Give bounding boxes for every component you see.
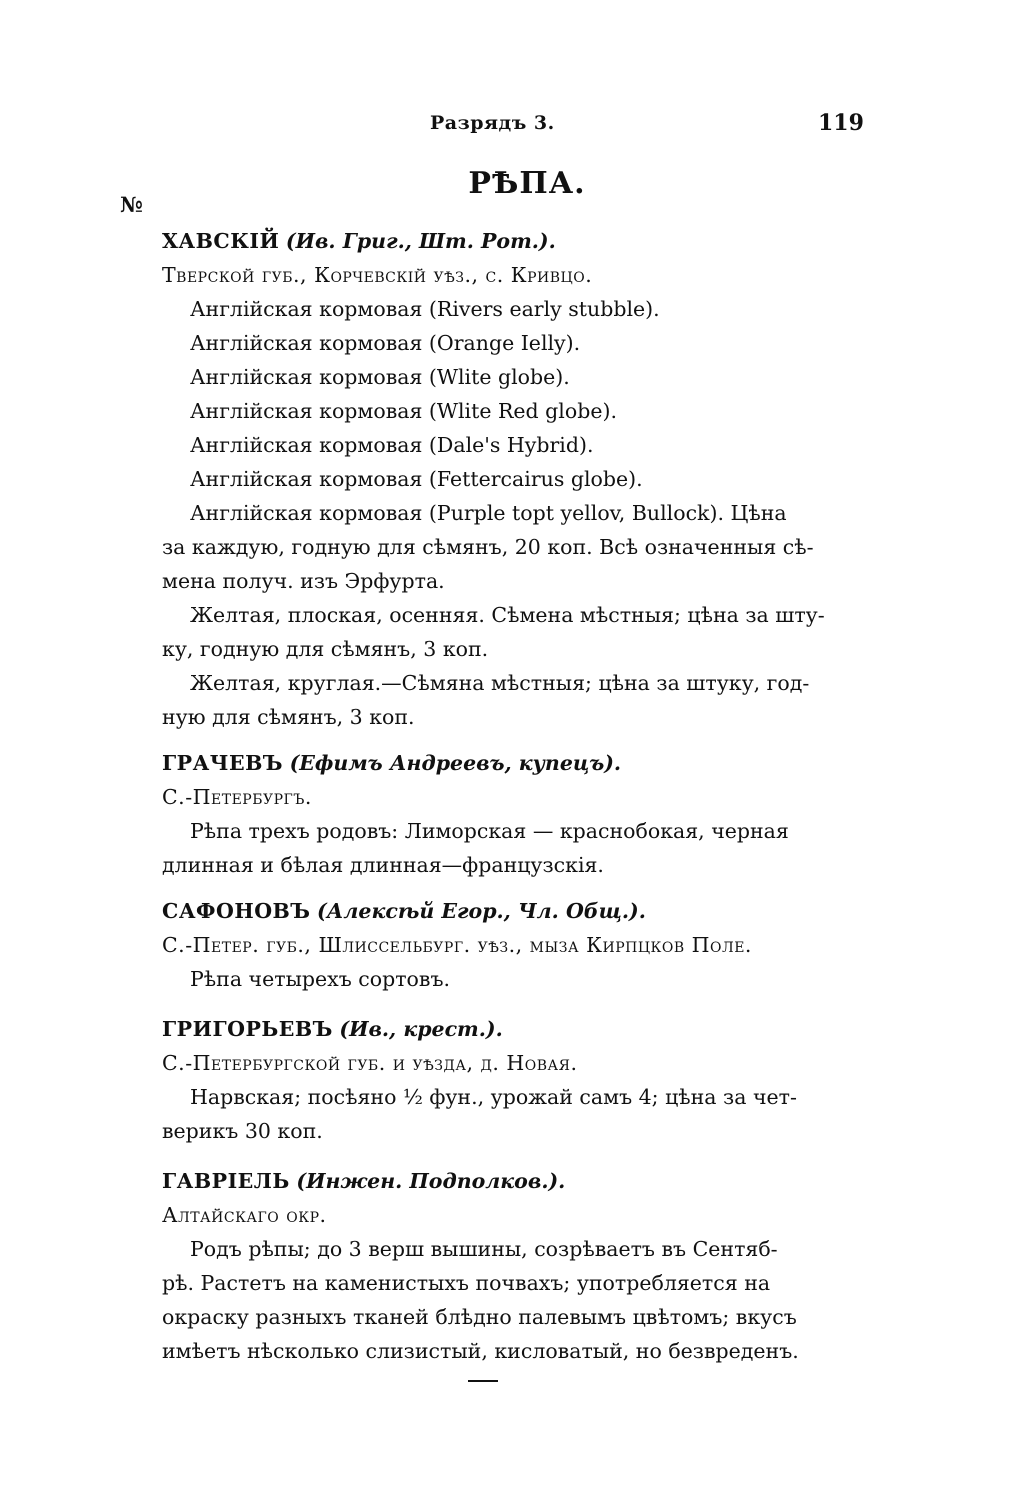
paragraph-line: Родъ рѣпы; до 3 верш вышины, созрѣваетъ въ Сентяб-: [190, 1237, 778, 1261]
page-number: 119: [818, 110, 864, 136]
exhibitor-name: ХАВСКІЙ: [162, 229, 280, 253]
paragraph-line: ную для сѣмянъ, 3 коп.: [162, 705, 415, 729]
exhibitor-role: (Инжен. Подполков.).: [296, 1169, 566, 1193]
list-item: Англійская кормовая (Orange Ielly).: [190, 331, 581, 355]
paragraph-line: Желтая, плоская, осенняя. Сѣмена мѣстныя; цѣна за шту-: [190, 603, 825, 627]
list-item: Англійская кормовая (Dale's Hybrid).: [190, 433, 594, 457]
exhibitor-role: (Ив., крест.).: [339, 1017, 503, 1041]
running-head: Разрядъ 3.: [430, 112, 555, 134]
exhibitor-role: (Алексѣй Егор., Чл. Общ.).: [317, 899, 646, 923]
paragraph-line: рѣ. Растетъ на каменистыхъ почвахъ; употребляется на: [162, 1271, 771, 1295]
entry-heading: [162, 1164, 862, 1198]
list-item: Англійская кормовая (Wlite Red globe).: [190, 399, 617, 423]
exhibitor-name: ГРИГОРЬЕВЪ: [162, 1017, 333, 1041]
entry-heading: [162, 224, 862, 258]
page-body: [162, 224, 862, 1368]
paragraph-line: Рѣпа четырехъ сортовъ.: [190, 967, 451, 991]
paragraph-line: Рѣпа трехъ родовъ: Лиморская — краснобокая, черная: [190, 819, 789, 843]
entry-heading: [162, 894, 862, 928]
exhibitor-role: (Ефимъ Андреевъ, купецъ).: [289, 751, 622, 775]
entry-location: С.-Петер. губ., Шлиссельбург. уѣз., мыза Кирпцков Поле.: [162, 933, 752, 957]
entry-location: Алтайскаго окр.: [162, 1203, 327, 1227]
paragraph-line: имѣетъ нѣсколько слизистый, кисловатый, но безвреденъ.: [162, 1339, 799, 1363]
paragraph-line: за каждую, годную для сѣмянъ, 20 коп. Всѣ означенныя сѣ-: [162, 535, 814, 559]
paragraph-line: ку, годную для сѣмянъ, 3 коп.: [162, 637, 489, 661]
exhibitor-name: ГАВРІЕЛЬ: [162, 1169, 290, 1193]
list-item: Англійская кормовая (Rivers early stubble).: [190, 297, 660, 321]
entry-heading: [162, 1012, 862, 1046]
entry-heading: [162, 746, 862, 780]
paragraph-line: верикъ 30 коп.: [162, 1119, 323, 1143]
list-item: Англійская кормовая (Wlite globe).: [190, 365, 570, 389]
exhibitor-name: САФОНОВЪ: [162, 899, 311, 923]
paragraph-line: мена получ. изъ Эрфурта.: [162, 569, 445, 593]
paragraph-line: длинная и бѣлая длинная—французскія.: [162, 853, 604, 877]
section-title: [0, 166, 1012, 201]
entry-location: Тверской губ., Корчевскій уѣз., с. Кривцо.: [162, 263, 593, 287]
end-dash-divider: [468, 1380, 498, 1382]
entry-location: С.-Петербургской губ. и уѣзда, д. Новая.: [162, 1051, 578, 1075]
number-sign: №: [120, 192, 143, 217]
entry-location: С.-Петербургъ.: [162, 785, 312, 809]
paragraph-line: окраску разныхъ тканей блѣдно палевымъ цвѣтомъ; вкусъ: [162, 1305, 797, 1329]
exhibitor-name: ГРАЧЕВЪ: [162, 751, 284, 775]
paragraph-line: Желтая, круглая.—Сѣмяна мѣстныя; цѣна за штуку, год-: [190, 671, 810, 695]
section-title-text: РѢПА.: [468, 166, 586, 201]
paragraph-line: Нарвская; посѣяно ½ фун., урожай самъ 4; цѣна за чет-: [190, 1085, 797, 1109]
exhibitor-role: (Ив. Григ., Шт. Рот.).: [285, 229, 556, 253]
list-item: Англійская кормовая (Fettercairus globe).: [190, 467, 643, 491]
paragraph-line: Англійская кормовая (Purple topt yellov, Bullock). Цѣна: [190, 501, 787, 525]
